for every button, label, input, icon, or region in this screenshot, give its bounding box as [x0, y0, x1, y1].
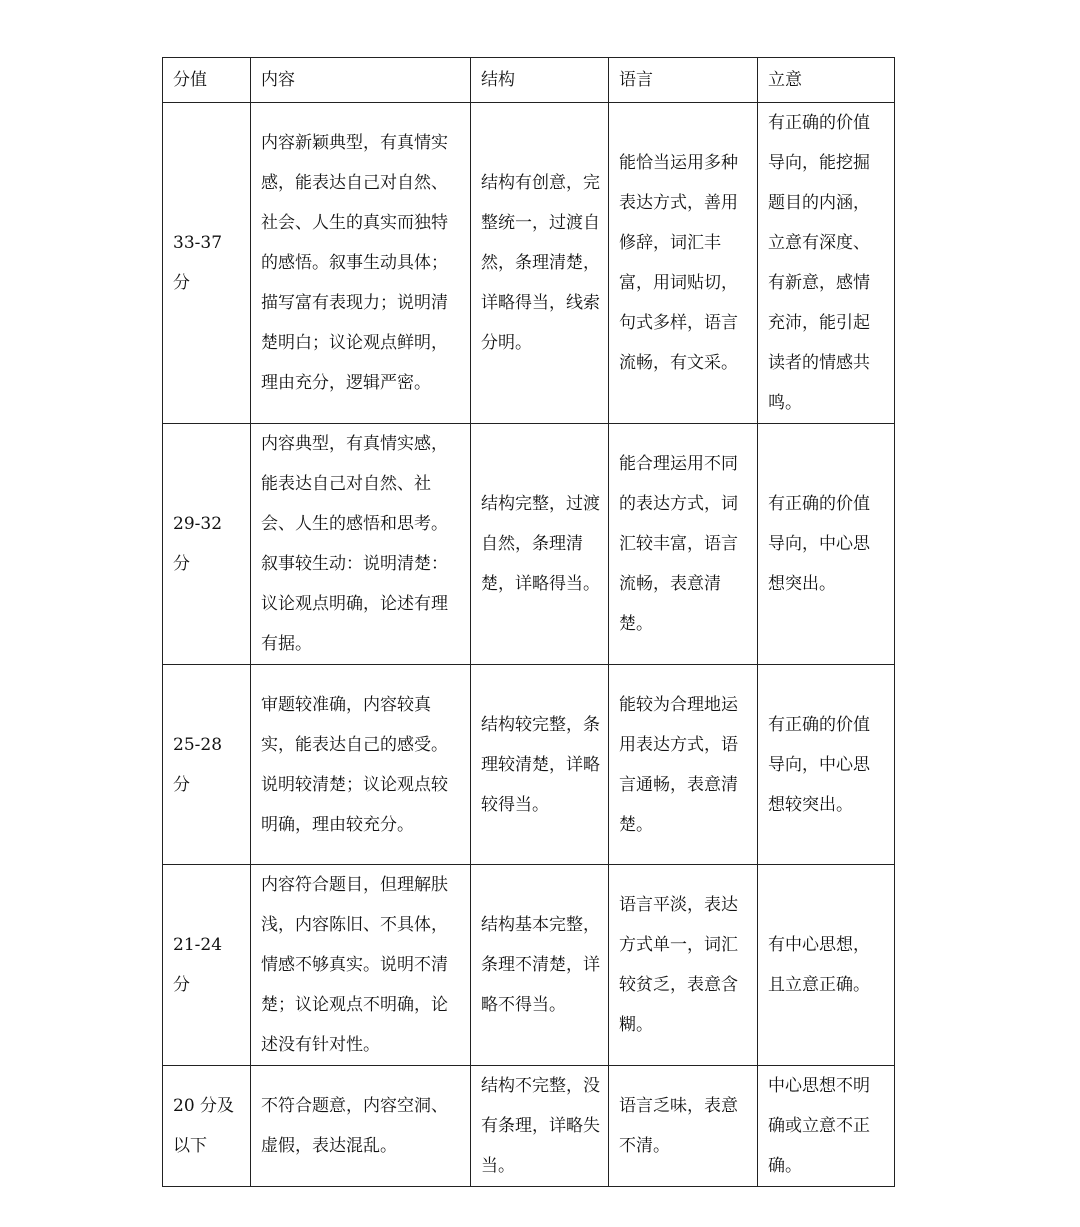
structure-cell: 结构不完整，没有条理，详略失当。 [471, 1066, 609, 1187]
score-cell: 21-24 分 [163, 865, 251, 1066]
header-structure: 结构 [471, 58, 609, 103]
theme-cell: 有中心思想，且立意正确。 [758, 865, 895, 1066]
content-cell: 不符合题意，内容空洞、虚假，表达混乱。 [251, 1066, 471, 1187]
content-cell: 内容新颖典型，有真情实感，能表达自己对自然、社会、人生的真实而独特的感悟。叙事生动具体；描写富有表现力；说明清楚明白；议论观点鲜明，理由充分，逻辑严密。 [251, 103, 471, 424]
header-language: 语言 [609, 58, 758, 103]
score-cell: 33-37 分 [163, 103, 251, 424]
header-row [163, 58, 895, 103]
header-score: 分值 [163, 58, 251, 103]
score-cell: 25-28 分 [163, 665, 251, 865]
language-cell: 语言乏味，表意不清。 [609, 1066, 758, 1187]
theme-cell: 中心思想不明确或立意不正确。 [758, 1066, 895, 1187]
language-cell: 能合理运用不同 的表达方式，词汇较丰富，语言流畅，表意清楚。 [609, 424, 758, 665]
theme-cell: 有正确的价值导向，能挖掘题目的内涵，立意有深度、有新意，感情充沛，能引起读者的情感共鸣。 [758, 103, 895, 424]
table-row [163, 1066, 895, 1187]
score-cell: 29-32 分 [163, 424, 251, 665]
score-cell: 20 分及 以下 [163, 1066, 251, 1187]
scoring-rubric-table [162, 57, 895, 1187]
table-row [163, 665, 895, 865]
structure-cell: 结构完整，过渡自然，条理清楚，详略得当。 [471, 424, 609, 665]
content-cell: 审题较准确，内容较真实，能表达自己的感受。说明较清楚；议论观点较明确，理由较充分。 [251, 665, 471, 865]
structure-cell: 结构基本完整，条理不清楚，详略不得当。 [471, 865, 609, 1066]
header-theme: 立意 [758, 58, 895, 103]
header-content: 内容 [251, 58, 471, 103]
content-cell: 内容典型，有真情实感，能表达自己对自然、社会、人生的感悟和思考。叙事较生动：说明清楚：议论观点明确，论述有理有据。 [251, 424, 471, 665]
structure-cell: 结构有创意，完整统一，过渡自然，条理清楚，详略得当，线索分明。 [471, 103, 609, 424]
structure-cell: 结构较完整，条理较清楚，详略较得当。 [471, 665, 609, 865]
language-cell: 能恰当运用多种 表达方式，善用修辞，词汇丰富，用词贴切，句式多样，语言流畅，有文采。 [609, 103, 758, 424]
theme-cell: 有正确的价值导向，中心思想突出。 [758, 424, 895, 665]
table-row [163, 865, 895, 1066]
content-cell: 内容符合题目，但理解肤浅，内容陈旧、不具体，情感不够真实。说明不清楚；议论观点不明确，论述没有针对性。 [251, 865, 471, 1066]
language-cell: 能较为合理地运 用表达方式，语言通畅，表意清楚。 [609, 665, 758, 865]
theme-cell: 有正确的价值导向，中心思想较突出。 [758, 665, 895, 865]
table-row [163, 424, 895, 665]
language-cell: 语言平淡，表达方式单一，词汇较贫乏，表意含糊。 [609, 865, 758, 1066]
table-row [163, 103, 895, 424]
